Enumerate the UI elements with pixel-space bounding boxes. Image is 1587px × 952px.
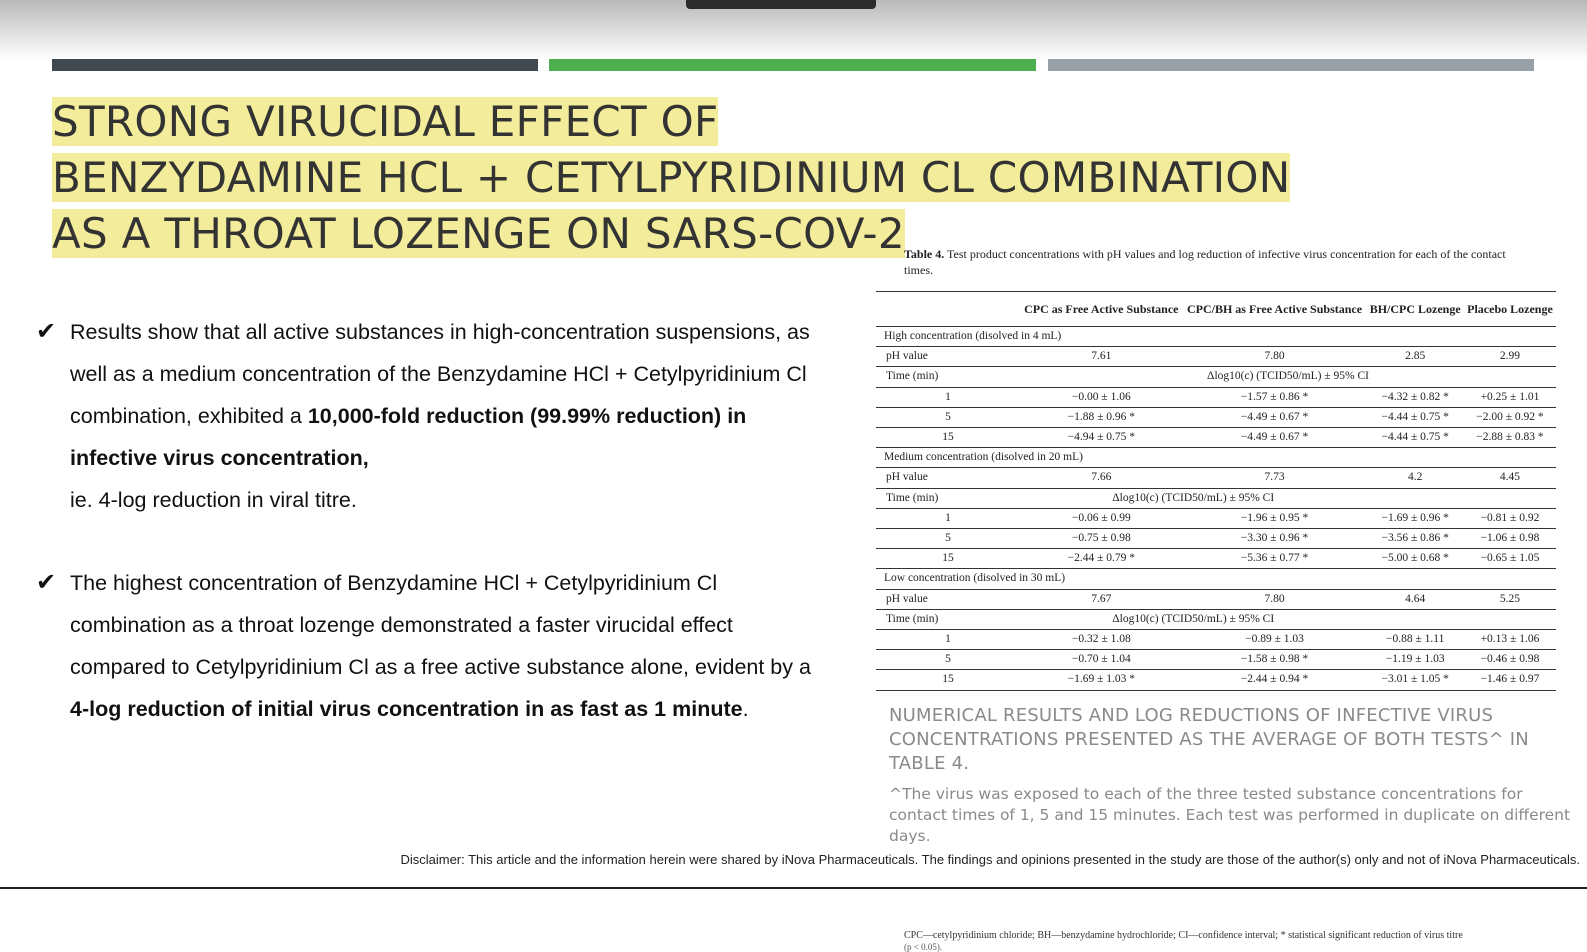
table-cell: 15	[876, 670, 1020, 690]
table-cell: −1.46 ± 0.97	[1464, 670, 1556, 690]
table-cell: Time (min)	[876, 609, 1020, 629]
table-cell: −3.30 ± 0.96 *	[1183, 529, 1367, 549]
delta-label: Δlog10(c) (TCID50/mL) ± 95% CI	[1020, 488, 1366, 508]
table-cell: 2.99	[1464, 347, 1556, 367]
table-cell: −1.69 ± 0.96 *	[1366, 508, 1464, 528]
table-row	[876, 630, 1556, 650]
results-notes	[889, 704, 1579, 847]
title-line-3: AS A THROAT LOZENGE ON SARS-COV-2	[52, 209, 905, 258]
table-row	[876, 407, 1556, 427]
table-cell: 1	[876, 630, 1020, 650]
bullet-point-1	[36, 311, 816, 521]
notes-subtext: ^The virus was exposed to each of the three tested substance concentrations for contact times of 1, 5 and 15 minutes. Each test was performed in duplicate on different days.	[889, 785, 1571, 845]
table-cell: −1.06 ± 0.98	[1464, 529, 1556, 549]
table-footnote-significance: (p < 0.05).	[904, 942, 943, 952]
table-header-cell: Placebo Lozenge	[1464, 292, 1556, 327]
table-cell: −4.32 ± 0.82 *	[1366, 387, 1464, 407]
table-cell: 5	[876, 529, 1020, 549]
table-cell: pH value	[876, 347, 1020, 367]
section-row	[876, 327, 1556, 347]
section-row	[876, 569, 1556, 589]
accent-stripe-gray	[1048, 59, 1534, 71]
bullet-1-text-a: Results show that all active substances in high-concentration suspensions, as well as a medium concentration of the Benzydamine HCl + Cetylpyridinium Cl combination, exhibited a	[70, 320, 810, 428]
section-label: Medium concentration (disolved in 20 mL)	[876, 448, 1556, 468]
empty-cell	[1366, 488, 1556, 508]
bullet-2-text	[70, 562, 830, 730]
table-row	[876, 650, 1556, 670]
bullet-2-bold: 4-log reduction of initial virus concentration in as fast as 1 minute	[70, 697, 743, 721]
table-row	[876, 609, 1556, 629]
notes-heading: NUMERICAL RESULTS AND LOG REDUCTIONS OF INFECTIVE VIRUS CONCENTRATIONS PRESENTED AS THE AVERAGE OF BOTH TESTS^ IN TABLE 4.	[889, 705, 1529, 774]
table-cell: −4.44 ± 0.75 *	[1366, 407, 1464, 427]
table-cell: −4.94 ± 0.75 *	[1020, 428, 1183, 448]
delta-label: Δlog10(c) (TCID50/mL) ± 95% CI	[1020, 609, 1366, 629]
table-cell: 5.25	[1464, 589, 1556, 609]
title-line-1: STRONG VIRUCIDAL EFFECT OF	[52, 97, 719, 146]
table-cell: 15	[876, 428, 1020, 448]
table-cell: Time (min)	[876, 367, 1020, 387]
bullet-point-2	[36, 562, 816, 772]
table-row	[876, 428, 1556, 448]
table-cell: 2.85	[1366, 347, 1464, 367]
table-cell: −0.65 ± 1.05	[1464, 549, 1556, 569]
bullet-2-text-a: The highest concentration of Benzydamine HCl + Cetylpyridinium Cl combination as a throat lozenge demonstrated a faster virucidal effect compared to Cetylpyridinium Cl as a free active substance alone, evident by a	[70, 571, 811, 679]
table-header-cell	[876, 292, 1020, 327]
table-footnote: CPC—cetylpyridinium chloride; BH—benzydamine hydrochloride; CI—confidence interval; * statistical significant reduction of virus titre	[904, 930, 1463, 941]
table-cell: −1.96 ± 0.95 *	[1183, 508, 1367, 528]
empty-cell	[1366, 609, 1556, 629]
table-cell: 5	[876, 650, 1020, 670]
table-cell: −5.36 ± 0.77 *	[1183, 549, 1367, 569]
table-row	[876, 589, 1556, 609]
checkmark-icon: ✔	[36, 569, 57, 596]
table-cell: −1.57 ± 0.86 *	[1183, 387, 1367, 407]
table-cell: Time (min)	[876, 488, 1020, 508]
table-cell: 1	[876, 508, 1020, 528]
table-cell: −1.88 ± 0.96 *	[1020, 407, 1183, 427]
delta-label: Δlog10(c) (TCID50/mL) ± 95% CI	[1020, 367, 1556, 387]
table-cell: −0.81 ± 0.92	[1464, 508, 1556, 528]
table-cell: −4.49 ± 0.67 *	[1183, 407, 1367, 427]
section-row	[876, 448, 1556, 468]
table-row	[876, 367, 1556, 387]
table-cell: −0.75 ± 0.98	[1020, 529, 1183, 549]
table-cell: −2.44 ± 0.94 *	[1183, 670, 1367, 690]
bullet-1-text	[70, 311, 830, 521]
table-cell: 7.80	[1183, 589, 1367, 609]
table-cell: −0.88 ± 1.11	[1366, 630, 1464, 650]
table-cell: −0.32 ± 1.08	[1020, 630, 1183, 650]
table-cell: +0.13 ± 1.06	[1464, 630, 1556, 650]
table-header-cell: CPC/BH as Free Active Substance	[1183, 292, 1367, 327]
section-label: Low concentration (disolved in 30 mL)	[876, 569, 1556, 589]
table-row	[876, 347, 1556, 367]
table-cell: −1.19 ± 1.03	[1366, 650, 1464, 670]
bullet-1-bold: 10,000-fold reduction (99.99% reduction) in infective virus concentration,	[70, 404, 747, 470]
results-table	[876, 291, 1556, 691]
table-cell: pH value	[876, 468, 1020, 488]
table-row	[876, 549, 1556, 569]
table-cell: −0.06 ± 0.99	[1020, 508, 1183, 528]
table-cell: −3.01 ± 1.05 *	[1366, 670, 1464, 690]
table-cell: −4.49 ± 0.67 *	[1183, 428, 1367, 448]
table-caption	[904, 246, 1534, 278]
table-cell: −0.70 ± 1.04	[1020, 650, 1183, 670]
table-row	[876, 670, 1556, 690]
top-gradient-bar	[0, 0, 1587, 60]
table-cell: pH value	[876, 589, 1020, 609]
table-row	[876, 468, 1556, 488]
table-cell: 7.67	[1020, 589, 1183, 609]
table-cell: −0.89 ± 1.03	[1183, 630, 1367, 650]
table-row	[876, 387, 1556, 407]
table-cell: −4.44 ± 0.75 *	[1366, 428, 1464, 448]
table-header-cell: BH/CPC Lozenge	[1366, 292, 1464, 327]
table-cell: +0.25 ± 1.01	[1464, 387, 1556, 407]
section-label: High concentration (disolved in 4 mL)	[876, 327, 1556, 347]
table-row	[876, 488, 1556, 508]
table-header-row	[876, 292, 1556, 327]
accent-stripe-green	[549, 59, 1036, 71]
table-caption-text: Test product concentrations with pH values and log reduction of infective virus concentration for each of the contact times.	[904, 247, 1506, 277]
table-row	[876, 508, 1556, 528]
table-cell: −2.00 ± 0.92 *	[1464, 407, 1556, 427]
table-cell: 1	[876, 387, 1020, 407]
table-cell: −0.00 ± 1.06	[1020, 387, 1183, 407]
table-cell: −5.00 ± 0.68 *	[1366, 549, 1464, 569]
table-cell: 5	[876, 407, 1020, 427]
checkmark-icon: ✔	[36, 318, 57, 345]
table-cell: 7.73	[1183, 468, 1367, 488]
table-header-cell: CPC as Free Active Substance	[1020, 292, 1183, 327]
table-row	[876, 529, 1556, 549]
table-cell: 7.80	[1183, 347, 1367, 367]
table-caption-label: Table 4.	[904, 247, 945, 261]
table-cell: 7.61	[1020, 347, 1183, 367]
slide-title	[52, 94, 1290, 262]
table-cell: 7.66	[1020, 468, 1183, 488]
table-cell: 4.64	[1366, 589, 1464, 609]
accent-stripe-dark	[52, 59, 538, 71]
table-cell: −1.58 ± 0.98 *	[1183, 650, 1367, 670]
table-cell: −2.44 ± 0.79 *	[1020, 549, 1183, 569]
bullet-1-text-b: ie. 4-log reduction in viral titre.	[70, 488, 357, 512]
table-cell: −3.56 ± 0.86 *	[1366, 529, 1464, 549]
table-cell: −2.88 ± 0.83 *	[1464, 428, 1556, 448]
bottom-border	[0, 887, 1587, 889]
table-cell: −0.46 ± 0.98	[1464, 650, 1556, 670]
table-cell: 4.2	[1366, 468, 1464, 488]
table-cell: 4.45	[1464, 468, 1556, 488]
window-tab-handle[interactable]	[686, 0, 876, 9]
title-line-2: BENZYDAMINE HCL + CETYLPYRIDINIUM CL COMBINATION	[52, 153, 1291, 202]
table-cell: −1.69 ± 1.03 *	[1020, 670, 1183, 690]
bullet-2-text-b: .	[742, 697, 749, 721]
disclaimer-text: Disclaimer: This article and the information herein were shared by iNova Pharmaceuticals. The findings and opinions presented in the study are those of the author(s) only and not of iNova Pharmaceuticals.	[400, 852, 1580, 867]
table-cell: 15	[876, 549, 1020, 569]
